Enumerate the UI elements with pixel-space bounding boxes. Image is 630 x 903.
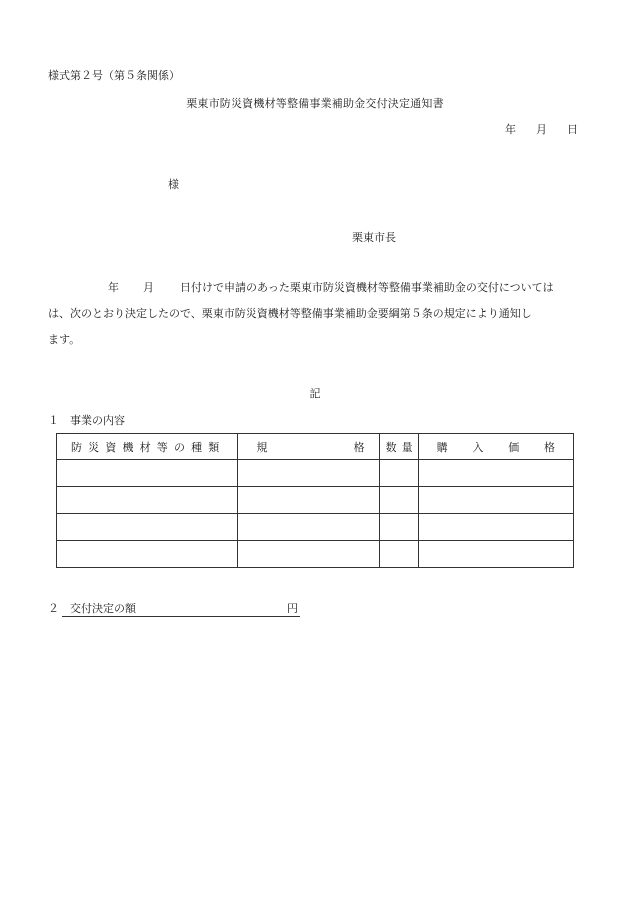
cell-equipment-type[interactable] (57, 487, 238, 514)
section-1-heading (48, 414, 125, 428)
table-header-char: の (173, 440, 185, 454)
section-1-title: 事業の内容 (70, 414, 125, 427)
cell-purchase-price[interactable] (418, 541, 573, 568)
cell-specification[interactable] (238, 514, 379, 541)
body-line-1-text: 日付けで申請のあった栗東市防災資機材等整備事業補助金の交付については (180, 281, 554, 294)
table-header-char: 数 (385, 440, 397, 454)
cell-equipment-type[interactable] (57, 460, 238, 487)
grant-amount-label: 交付決定の額 (70, 602, 136, 615)
table-header-char: 等 (156, 440, 168, 454)
table-header-char: 規 (256, 440, 268, 454)
section-2-heading (48, 602, 300, 617)
table-row (57, 487, 574, 514)
cell-quantity[interactable] (379, 460, 418, 487)
date-month: 月 (536, 123, 547, 136)
header-quantity (379, 434, 418, 460)
form-number: 様式第２号（第５条関係） (48, 69, 180, 82)
cell-purchase-price[interactable] (418, 460, 573, 487)
table-header-char: 災 (88, 440, 100, 454)
section-2-number: ２ (48, 602, 59, 615)
body-line-2: は、次のとおり決定したので、栗東市防災資機材等整備事業補助金要綱第５条の規定により通知し (48, 307, 532, 320)
table-header-char: 材 (139, 440, 151, 454)
date-line (505, 123, 578, 137)
table-row (57, 514, 574, 541)
body-line-1 (48, 281, 582, 295)
sender-name: 栗東市長 (352, 231, 396, 244)
cell-quantity[interactable] (379, 487, 418, 514)
table-header-char: 量 (401, 440, 413, 454)
addressee-suffix: 様 (168, 178, 179, 191)
table-header-char: 格 (353, 440, 365, 454)
grant-amount-unit: 円 (287, 602, 298, 615)
table-header-char: 入 (472, 440, 484, 454)
grant-amount-field[interactable] (62, 602, 300, 617)
record-heading: 記 (309, 387, 321, 400)
header-purchase-price (418, 434, 573, 460)
document-title: 栗東市防災資機材等整備事業補助金交付決定通知書 (186, 97, 444, 110)
cell-purchase-price[interactable] (418, 487, 573, 514)
cell-quantity[interactable] (379, 514, 418, 541)
cell-quantity[interactable] (379, 541, 418, 568)
header-equipment-type (57, 434, 238, 460)
body-year: 年 (108, 281, 119, 294)
date-day: 日 (567, 123, 578, 136)
body-month: 月 (143, 281, 154, 294)
items-table (56, 433, 574, 568)
header-specification (238, 434, 379, 460)
cell-specification[interactable] (238, 541, 379, 568)
table-header-char: 種 (191, 440, 203, 454)
cell-specification[interactable] (238, 487, 379, 514)
table-header-char: 類 (208, 440, 220, 454)
table-header-char: 防 (71, 440, 82, 454)
table-header-char: 購 (436, 440, 448, 454)
table-header-char: 価 (508, 440, 520, 454)
table-header-char: 格 (543, 440, 555, 454)
date-year: 年 (505, 123, 516, 136)
table-header-row (57, 434, 574, 460)
section-1-number: １ (48, 414, 59, 427)
table-header-char: 機 (122, 440, 134, 454)
table-row (57, 541, 574, 568)
cell-specification[interactable] (238, 460, 379, 487)
cell-equipment-type[interactable] (57, 514, 238, 541)
cell-equipment-type[interactable] (57, 541, 238, 568)
cell-purchase-price[interactable] (418, 514, 573, 541)
table-row (57, 460, 574, 487)
body-line-3: ます。 (48, 333, 81, 346)
table-header-char: 資 (105, 440, 117, 454)
